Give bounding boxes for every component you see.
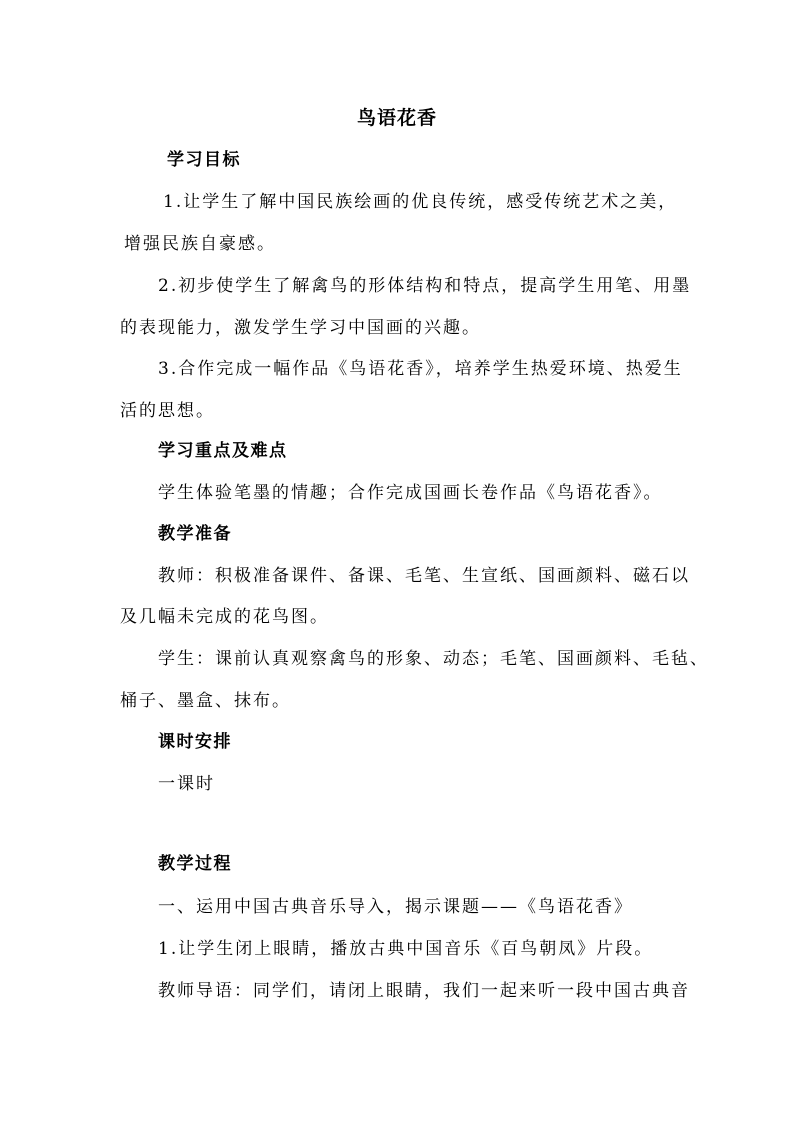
objective-2-line-1: 2.初步使学生了解禽鸟的形体结构和特点，提高学生用笔、用墨: [158, 276, 692, 296]
prep-teacher-line-2: 及几幅未完成的花鸟图。: [120, 607, 329, 627]
prep-student-line-2: 桶子、墨盒、抹布。: [120, 691, 291, 711]
objective-3-line-2: 活的思想。: [120, 401, 215, 421]
objective-2-line-2: 的表现能力，激发学生学习中国画的兴趣。: [120, 318, 481, 338]
process-heading: 教学过程: [158, 854, 232, 874]
document-title: 鸟语花香: [356, 107, 437, 129]
process-step-1: 一、运用中国古典音乐导入，揭示课题——《鸟语花香》: [158, 897, 633, 917]
schedule-heading: 课时安排: [158, 732, 232, 752]
process-step-1-1: 1.让学生闭上眼睛，播放古典中国音乐《百鸟朝凤》片段。: [158, 939, 654, 959]
keypoints-text: 学生体验笔墨的情趣；合作完成国画长卷作品《鸟语花香》。: [158, 483, 663, 503]
teacher-intro: 教师导语：同学们，请闭上眼睛，我们一起来听一段中国古典音: [158, 981, 690, 1001]
prep-student-line-1: 学生：课前认真观察禽鸟的形象、动态；毛笔、国画颜料、毛毡、: [158, 649, 709, 669]
prep-teacher-line-1: 教师：积极准备课件、备课、毛笔、生宣纸、国画颜料、磁石以: [158, 566, 690, 586]
schedule-text: 一课时: [158, 774, 215, 794]
prep-heading: 教学准备: [158, 524, 232, 544]
objectives-heading: 学习目标: [167, 150, 241, 170]
objective-3-line-1: 3.合作完成一幅作品《鸟语花香》，培养学生热爱环境、热爱生: [158, 359, 683, 379]
objective-1-line-1: 1.让学生了解中国民族绘画的优良传统，感受传统艺术之美，: [163, 192, 678, 212]
objective-1-line-2: 增强民族自豪感。: [124, 234, 276, 254]
keypoints-heading: 学习重点及难点: [158, 441, 288, 461]
